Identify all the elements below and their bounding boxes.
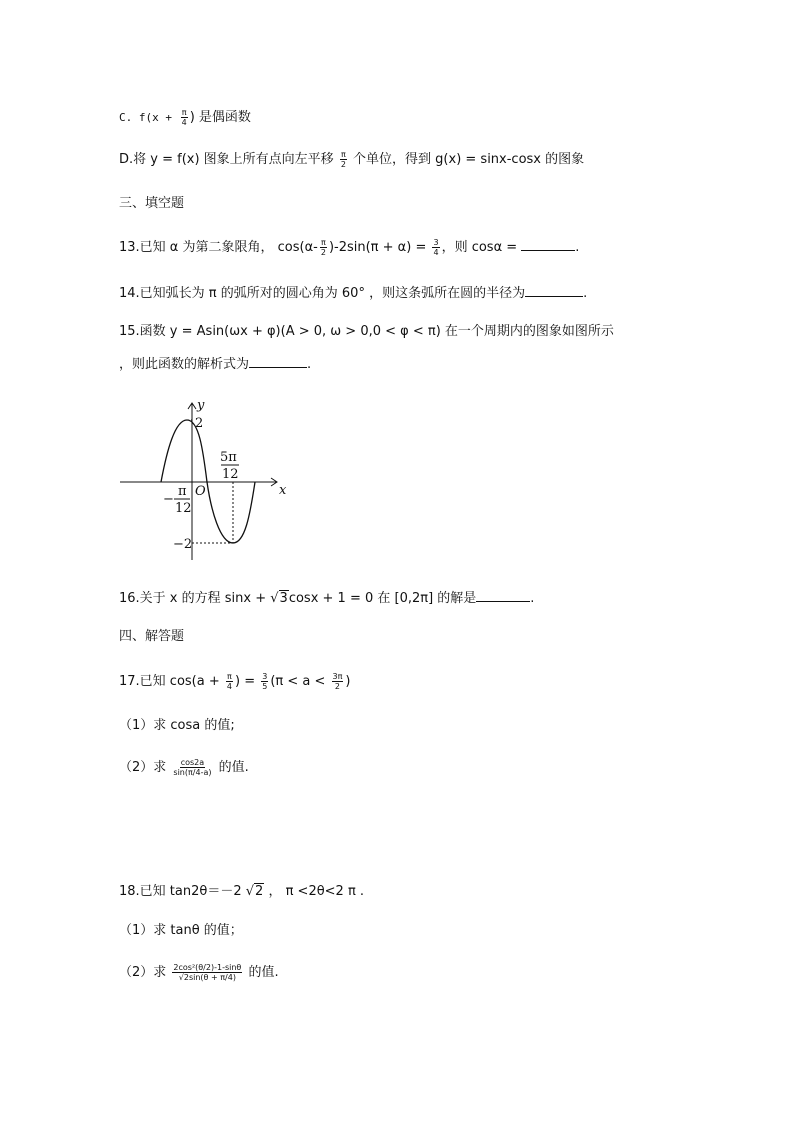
fraction: $\frac{\text{2cos²(θ/2)-1-sinθ}}{√2\sin(\theta + \pi/4)}$ bbox=[173, 963, 242, 982]
option-c: C. f(x + $\frac{\pi}{4}$ ) 是偶函数 bbox=[119, 108, 251, 127]
x-axis-label: x bbox=[279, 483, 287, 498]
section-heading-answer: 四、解答题 bbox=[119, 629, 185, 644]
fraction: $\frac{\pi}{2}$ bbox=[320, 238, 326, 257]
pos-tick-num: 5π bbox=[220, 450, 237, 465]
fraction: $\frac{3}{4}$ bbox=[433, 238, 439, 257]
question-18: 18.已知 tan2θ＝－2 √2 ， π <2θ<2 π . bbox=[119, 884, 365, 899]
question-18-part2: （2）求 $\frac{\text{2cos²(θ/2)-1-sinθ}}{√2\sin(\theta + \pi/4)}$ 的值. bbox=[119, 963, 279, 982]
question-13: 13.已知 α 为第二象限角， cos(α- $\frac{\pi}{2}$ )-2sin(π + α) = $\frac{3}{4}$ ，则 cosα = . bbox=[119, 238, 580, 257]
origin-label: O bbox=[195, 484, 206, 499]
neg-tick-den: 12 bbox=[175, 501, 192, 516]
min-label: −2 bbox=[173, 537, 193, 552]
fraction: $\frac{\cos 2a}{\sin(\pi/4-a)}$ bbox=[173, 758, 212, 777]
question-15-line1: 15.函数 y = Asin(ωx + φ)(A > 0, ω > 0,0 < φ < π) 在一个周期内的图象如图所示 bbox=[119, 324, 614, 339]
question-18-part1: （1）求 tanθ 的值； bbox=[119, 923, 243, 938]
sine-graph bbox=[115, 395, 295, 565]
answer-blank[interactable] bbox=[521, 238, 575, 251]
question-17-part1: （1）求 cosa 的值; bbox=[119, 718, 235, 733]
neg-tick-num: π bbox=[178, 484, 187, 499]
pos-tick-den: 12 bbox=[222, 467, 239, 482]
question-16: 16.关于 x 的方程 sinx + √3cosx + 1 = 0 在 [0,2π] 的解是 . bbox=[119, 591, 535, 606]
option-d: D.将 y = f(x) 图象上所有点向左平移 $\frac{\pi}{2}$ 个单位，得到 g(x) = sinx-cosx 的图象 bbox=[119, 150, 585, 169]
question-17: 17.已知 cos(a + $\frac{\pi}{4}$ ) = $\frac{3}{5}$ (π < a < $\frac{3\pi}{2}$ ) bbox=[119, 672, 351, 691]
y-axis-label: y bbox=[197, 398, 205, 413]
fraction: $\frac{\pi}{4}$ bbox=[181, 108, 187, 127]
answer-blank[interactable] bbox=[476, 589, 530, 602]
question-14: 14.已知弧长为 π 的弧所对的圆心角为 60° ，则这条弧所在圆的半径为 . bbox=[119, 286, 588, 301]
answer-blank[interactable] bbox=[249, 355, 307, 368]
answer-blank[interactable] bbox=[525, 284, 583, 297]
section-heading-fill-blank: 三、填空题 bbox=[119, 196, 185, 211]
fraction: $\frac{\pi}{4}$ bbox=[226, 672, 232, 691]
question-17-part2: （2）求 $\frac{\cos 2a}{\sin(\pi/4-a)}$ 的值. bbox=[119, 758, 249, 777]
question-15-line2: ，则此函数的解析式为 . bbox=[119, 357, 312, 372]
max-label: 2 bbox=[195, 416, 204, 431]
neg-tick-sign: − bbox=[163, 492, 174, 507]
fraction: $\frac{3}{5}$ bbox=[262, 672, 268, 691]
fraction: $\frac{\pi}{2}$ bbox=[340, 150, 346, 169]
fraction: $\frac{3\pi}{2}$ bbox=[332, 672, 343, 691]
